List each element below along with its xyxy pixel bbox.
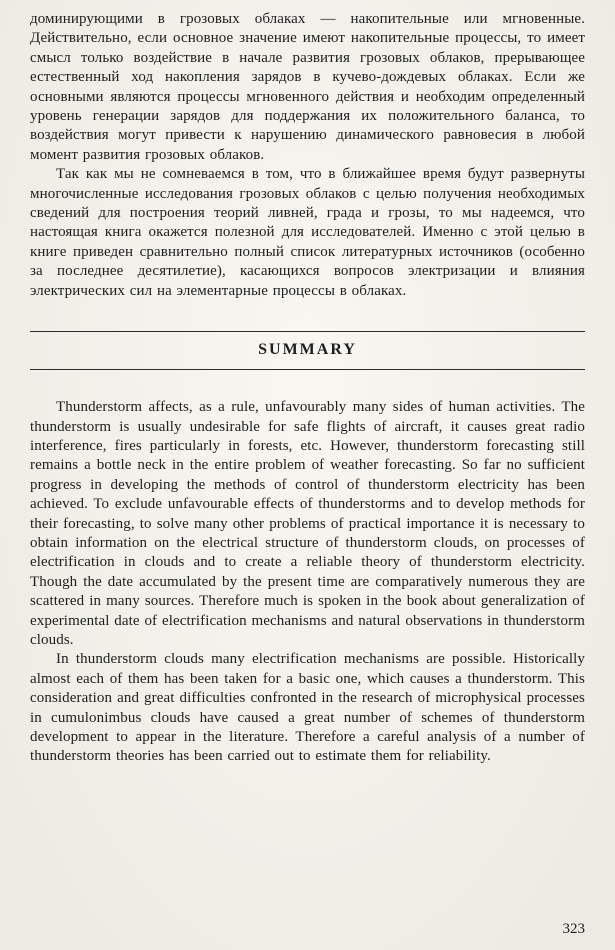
summary-heading-block [30,331,585,370]
english-paragraph: In thunderstorm clouds many electrification mechanisms are possible. Historically almost each of them has been taken for a basic one, which causes a thunderstorm. This consideration and great difficulties confronted in the research of microphysical processes in cumulonimbus clouds have caused a great number of schemes of thunderstorm development to appear in the literature. Therefore a careful analysis of a number of thunderstorm theories has been carried out to estimate them for reliability. [30,651,585,765]
summary-heading: SUMMARY [258,341,357,359]
page-number: 323 [562,921,585,937]
summary-rule-bottom [30,369,585,370]
russian-section [30,10,585,301]
russian-paragraph-continuation: доминирующими в грозовых облаках — накопительные или мгновенные. Действительно, если основное значение имеют накопительные процессы, то имеет смысл только воздействие в начале развития грозовых облаков, прерывающее естественный ход накопления зарядов в кучево-дождевых облаках. Если же основными являются процессы мгновенного действия и необходим определенный уровень генерации зарядов для поддержания их положительного баланса, то воздействия могут привести к нарушению динамического равновесия в любой момент развития грозовых облаков. [30,11,585,163]
russian-paragraph: Так как мы не сомневаемся в том, что в ближайшее время будут развернуты многочисленные исследования грозовых облаков с целью получения необходимых сведений для построения теорий ливней, града и грозы, то мы надеемся, что настоящая книга окажется полезной для исследователей. Именно с этой целью в книге приведен сравнительно полный список литературных источников (особенно за последнее десятилетие), касающихся вопросов электризации и влияния электрических сил на элементарные процессы в облаках. [30,166,585,299]
english-paragraph: Thunderstorm affects, as a rule, unfavourably many sides of human activities. The thunderstorm is usually undesirable for safe flights of aircraft, it causes great radio interference, fires particularly in forests, etc. However, thunderstorm forecasting still remains a bottle neck in the entire problem of weather forecasting. So far no sufficient progress in developing the methods of control of thunderstorm electricity has been achieved. To exclude unfavourable effects of thunderstorms and to develop methods for their forecasting, to solve many other problems of practical importance it is necessary to obtain information on the electrical structure of thunderstorm clouds, on processes of electrification in clouds and to create a reliable theory of thunderstorm electricity. Though the date accumulated by the present time are comparatively numerous they are scattered in many sources. Therefore much is spoken in the book about generalization of experimental date of electrification mechanisms and natural observations in thunderstorm clouds. [30,399,585,648]
english-section [30,398,585,767]
